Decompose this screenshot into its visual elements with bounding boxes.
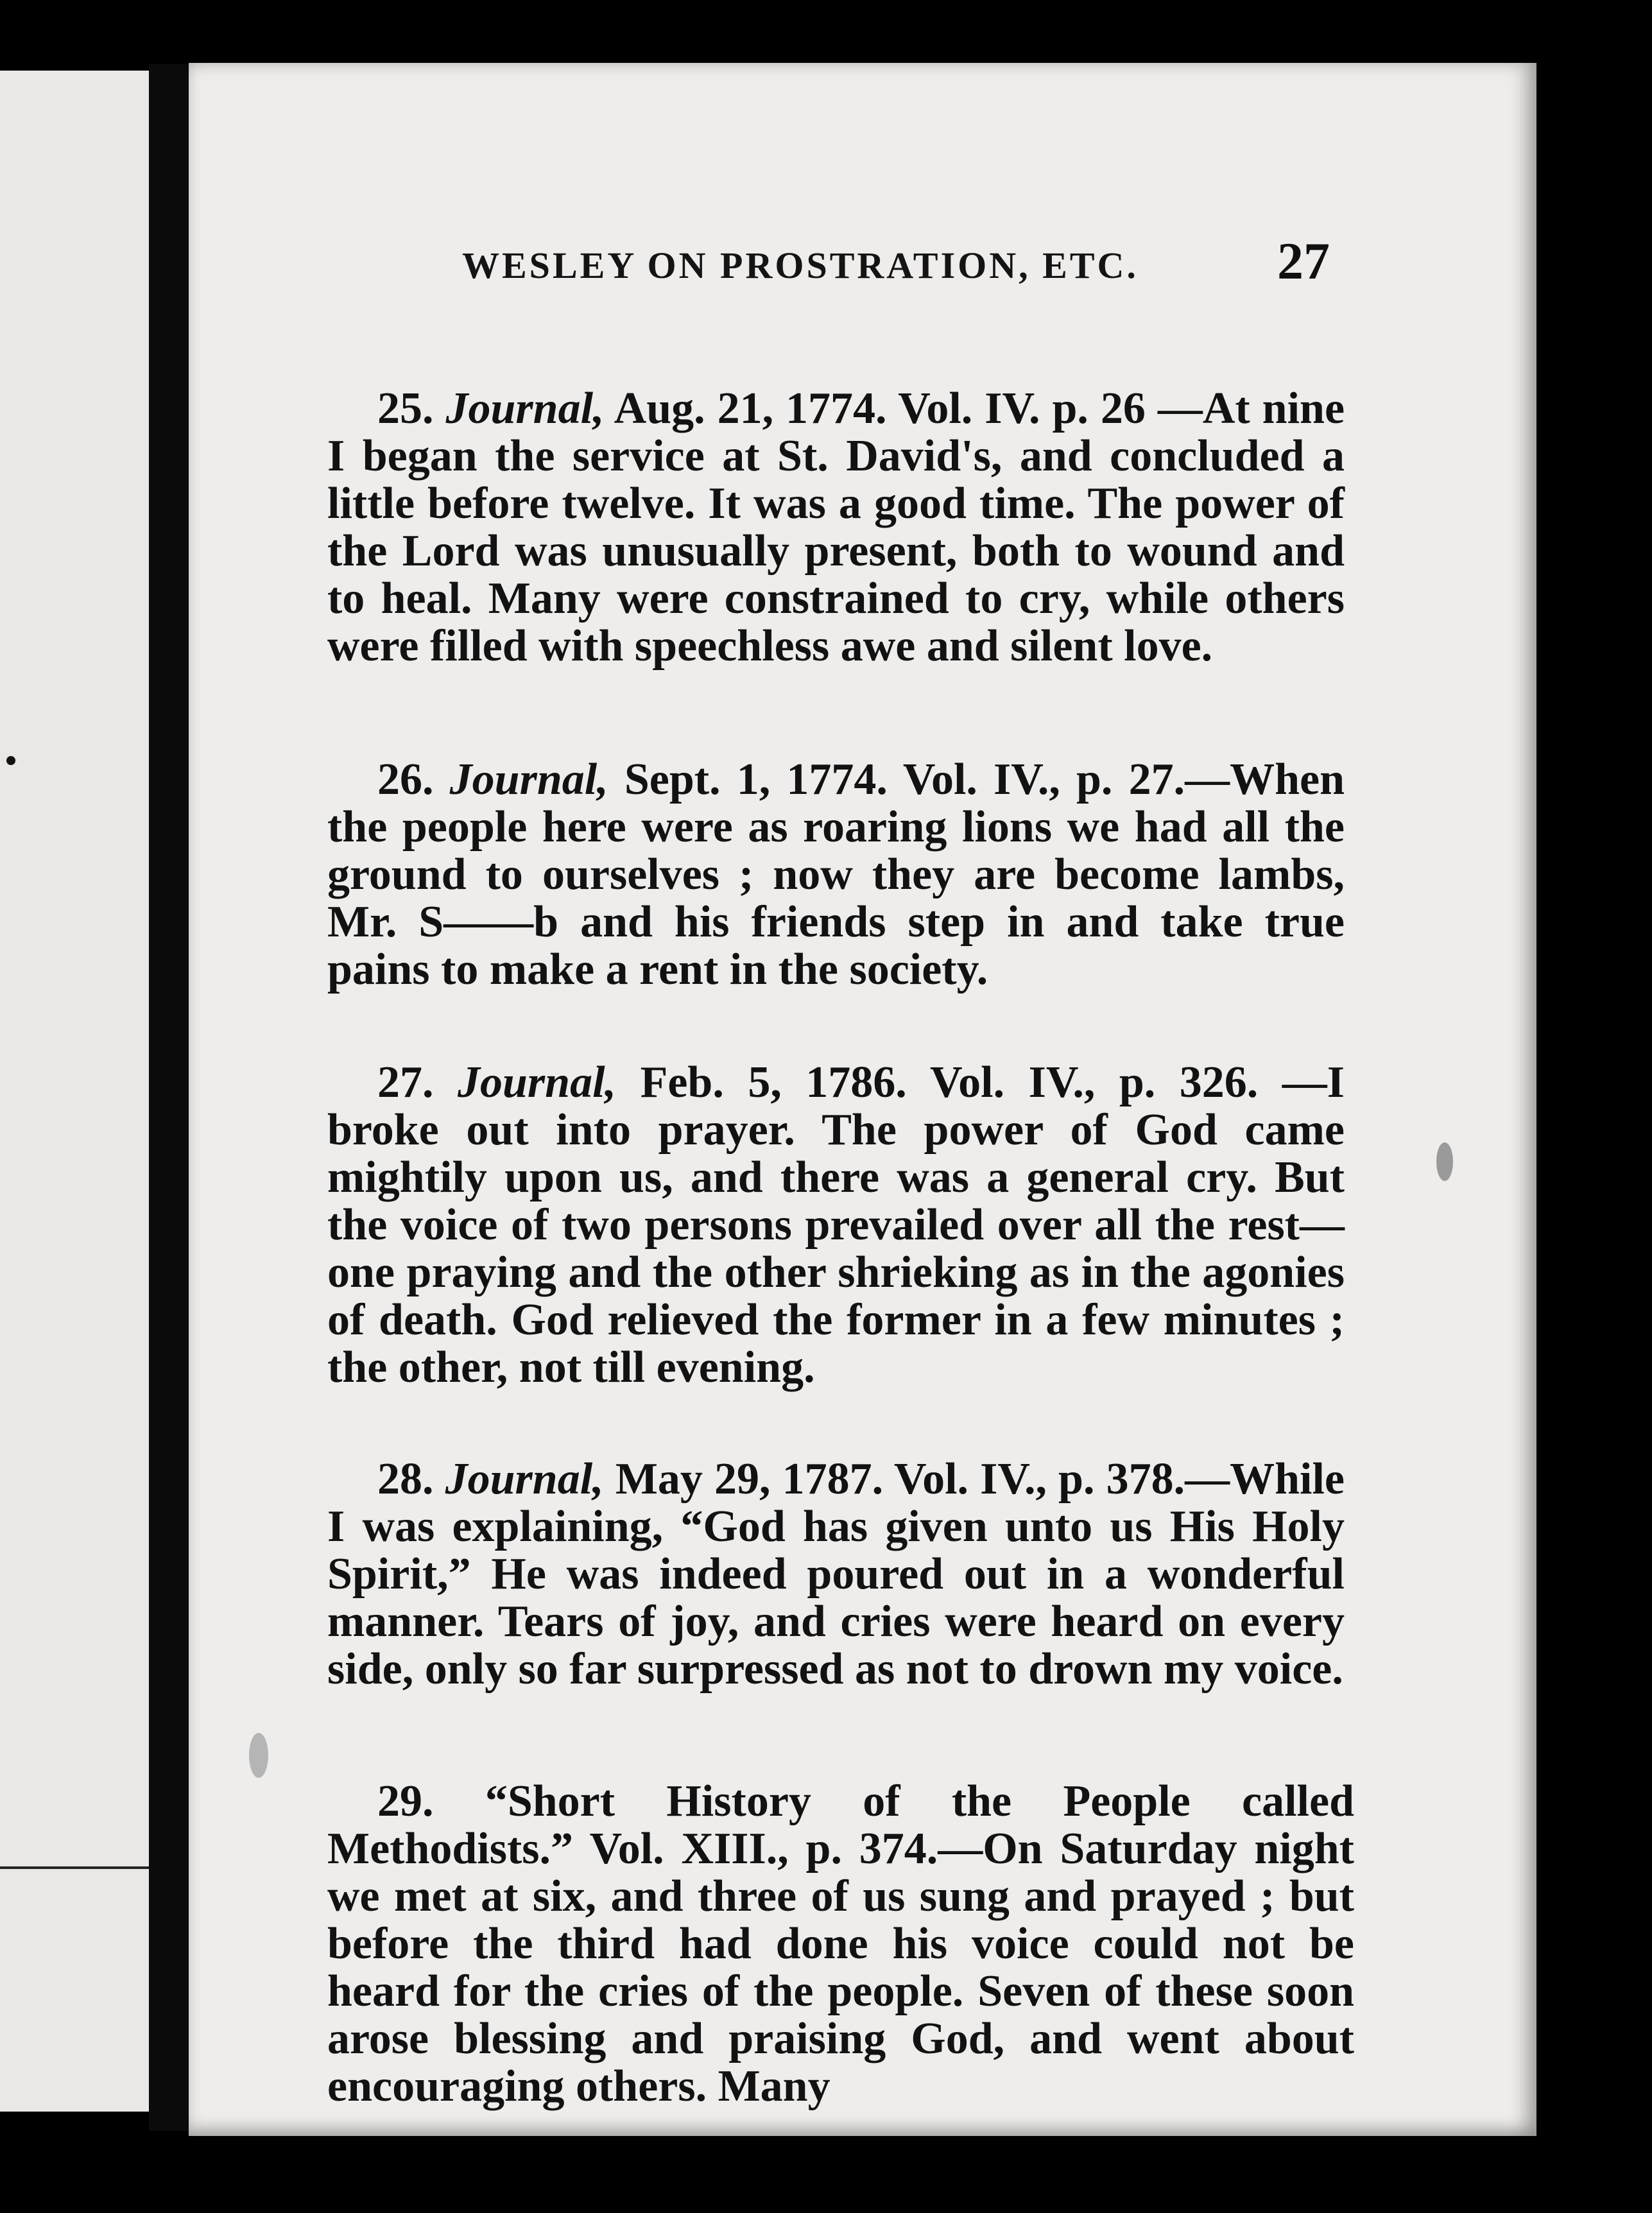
journal-entry — [327, 385, 1345, 670]
entry-source: Journal, — [458, 1058, 617, 1107]
entry-number: 27. — [377, 1058, 434, 1107]
entry-text: “Short History of the People called Methodists.” Vol. XIII., p. 374.—On Saturday night we met at six, and three of us sung and prayed ; but before the third had done his voice could not be heard for the cries of the people. Seven of these soon arose blessing and praising God, and went about encouraging others. Many — [327, 1777, 1354, 2111]
entry-number: 28. — [377, 1454, 434, 1504]
binding-gutter — [149, 64, 189, 2131]
facing-page-rule — [0, 1866, 149, 1869]
journal-entry — [327, 1456, 1345, 1693]
entry-source: Journal, — [445, 384, 605, 433]
history-entry — [327, 1778, 1354, 2110]
entry-source: Journal, — [445, 1454, 604, 1504]
entry-text: May 29, 1787. Vol. IV., p. 378.—While I was explaining, “God has given unto us His Holy Spirit,” He was indeed poured out in a wonderful manner. Tears of joy, and cries were heard on every side, only so far surpressed as not to drown my voice. — [327, 1454, 1345, 1694]
facing-page-speck — [6, 756, 15, 765]
entry-text: Feb. 5, 1786. Vol. IV., p. 326. —I broke out into prayer. The power of God came mightily upon us, and there was a general cry. But the voice of two persons prevailed over all the rest—one praying and the other shrieking as in the agonies of death. God relieved the former in a few minutes ; the other, not till evening. — [327, 1058, 1345, 1392]
entry-number: 29. — [377, 1777, 434, 1826]
entry-text: Sept. 1, 1774. Vol. IV., p. 27.—When the people here were as roaring lions we had all the ground to ourselves ; now they are become lambs, Mr. S——b and his friends step in and take true pains to make a rent in the society. — [327, 755, 1345, 994]
entry-text: Aug. 21, 1774. Vol. IV. p. 26 —At nine I began the service at St. David's, and concluded a little before twelve. It was a good time. The power of the Lord was unusually present, both to wound and to heal. Many were constrained to cry, while others were filled with speechless awe and silent love. — [327, 384, 1345, 671]
entry-source: Journal, — [449, 755, 608, 804]
facing-page-edge — [0, 71, 149, 2112]
running-head: WESLEY ON PROSTRATION, ETC. — [462, 245, 1139, 286]
entry-number: 26. — [377, 755, 434, 804]
journal-entry — [327, 1059, 1345, 1391]
entry-number: 25. — [377, 384, 434, 433]
ink-speck — [249, 1733, 268, 1778]
page-number: 27 — [1277, 232, 1330, 290]
ink-speck — [1436, 1142, 1453, 1181]
journal-entry — [327, 756, 1345, 994]
